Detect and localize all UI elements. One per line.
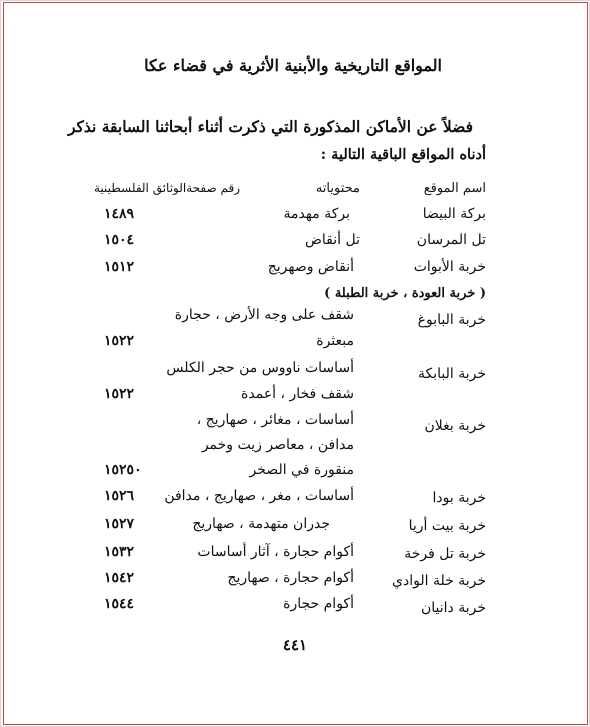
row-site: خربة تل فرخة xyxy=(404,546,486,562)
row-contents: أكوام حجارة ، آثار أساسات xyxy=(197,544,354,560)
row-contents: جدران متهدمة ، صهاريج xyxy=(192,516,330,532)
row-ref: ١٥٢٢ xyxy=(104,333,135,349)
row-ref: ١٥٢٥٠ xyxy=(104,462,142,478)
row-ref: ١٤٨٩ xyxy=(104,206,135,222)
header-reference: رقم صفحةالوثائق الفلسطينية xyxy=(94,181,240,195)
page-title: المواقع التاريخية والأبنية الأثرية في قضاء عكا xyxy=(144,56,442,75)
row-site: تل المرسان xyxy=(416,232,486,248)
row-ref: ١٥٤٢ xyxy=(104,570,135,586)
row-site: خربة بغلان xyxy=(424,418,486,434)
row-contents: أكوام حجارة xyxy=(283,596,354,612)
row-ref: ١٥٢٦ xyxy=(104,488,135,504)
page-number: ٤٤١ xyxy=(282,636,308,654)
intro-line-1: فضلاً عن الأماكن المذكورة التي ذكرت أثناء أبحاثنا السابقة نذكر xyxy=(67,117,473,136)
row-contents: أكوام حجارة ، صهاريج xyxy=(227,570,354,586)
intro-line-2: أدناه المواقع الباقية التالية : xyxy=(320,146,486,163)
row-contents: أساسات ، مغائر ، صهاريج ، xyxy=(196,412,354,428)
row-contents: بركة مهدمة xyxy=(283,206,350,222)
row-site: خربة بودا xyxy=(432,490,486,506)
row-ref: ١٥٠٤ xyxy=(104,232,135,248)
row-site: بركة البيضا xyxy=(422,206,486,222)
row-site: خربة دانيان xyxy=(420,600,486,616)
header-contents: محتوياته xyxy=(315,181,360,196)
row-site: خربة خلة الوادي xyxy=(392,573,486,589)
row-site: خربة البابوغ xyxy=(417,312,486,328)
row-contents: مبعثرة xyxy=(316,333,354,349)
row-contents: تل أنقاض xyxy=(304,232,360,248)
row-ref: ١٥٢٢ xyxy=(104,386,135,402)
row-contents: شقف على وجه الأرض ، حجارة xyxy=(174,307,354,323)
row-ref: ١٥٢٧ xyxy=(104,516,135,532)
row-ref: ١٥٤٤ xyxy=(104,596,135,612)
parenthetical-note: ( خربة العودة ، خربة الطبلة ) xyxy=(324,286,486,301)
row-site: خربة البابكة xyxy=(417,366,486,382)
row-ref: ١٥٣٢ xyxy=(104,544,135,560)
row-site: خربة بيت أريا xyxy=(408,518,486,534)
row-contents: منقورة في الصخر xyxy=(249,462,354,478)
row-contents: شقف فخار ، أعمدة xyxy=(241,386,354,402)
header-site-name: اسم الموقع xyxy=(423,181,486,196)
row-contents: أساسات ، مغر ، صهاريج ، مدافن xyxy=(164,488,354,504)
row-ref: ١٥١٢ xyxy=(104,259,135,275)
row-contents: أنقاض وصهريج xyxy=(267,259,354,275)
row-contents: أساسات ناووس من حجر الكلس xyxy=(166,360,354,376)
row-contents: مدافن ، معاصر زيت وخمر xyxy=(201,437,354,453)
row-site: خربة الأبوات xyxy=(413,259,486,275)
